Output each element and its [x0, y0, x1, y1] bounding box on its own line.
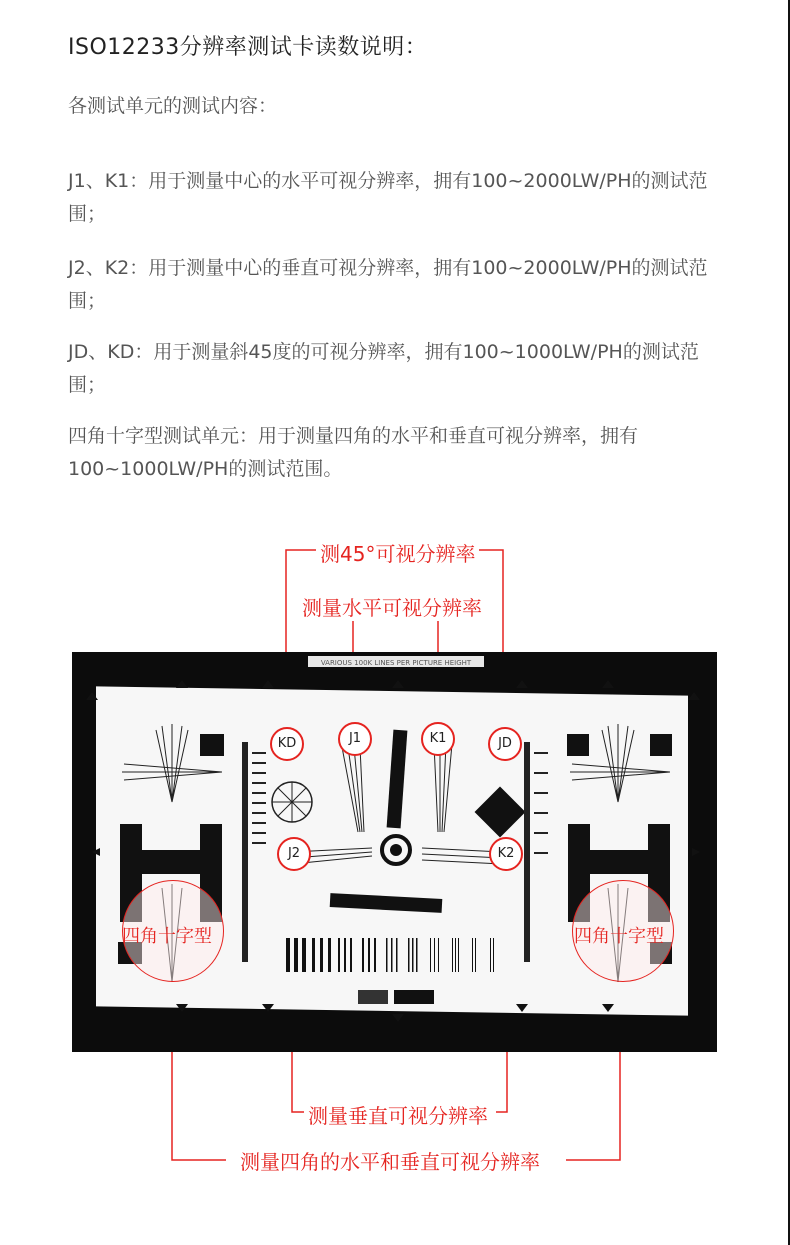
item-j2-k2: J2、K2：用于测量中心的垂直可视分辨率，拥有100~2000LW/PH的测试范围； [68, 257, 708, 312]
marker-j2: J2 [277, 837, 311, 871]
label-horizontal-resolution: 测量水平可视分辨率 [298, 592, 486, 621]
marker-jd: JD [488, 727, 522, 761]
item-jd-kd: JD、KD：用于测量斜45度的可视分辨率，拥有100~1000LW/PH的测试范围； [68, 341, 699, 396]
corner-label-right: 四角十字型 [574, 926, 664, 947]
marker-k1: K1 [421, 722, 455, 756]
item-j1-k1: J1、K1：用于测量中心的水平可视分辨率，拥有100~2000LW/PH的测试范围； [68, 170, 708, 225]
item-corner: 四角十字型测试单元：用于测量四角的水平和垂直可视分辨率，拥有100~1000LW/PH的测试范围。 [68, 425, 639, 480]
intro-text: 各测试单元的测试内容： [68, 95, 278, 117]
marker-k2: K2 [489, 837, 523, 871]
label-diagonal-resolution: 测45°可视分辨率 [316, 538, 479, 567]
label-corner-resolution: 测量四角的水平和垂直可视分辨率 [236, 1146, 544, 1175]
page-title: ISO12233分辨率测试卡读数说明： [68, 35, 428, 60]
chart-header-text: VARIOUS 100K LINES PER PICTURE HEIGHT [320, 659, 472, 667]
corner-label-left: 四角十字型 [122, 926, 212, 947]
iso12233-test-chart [72, 652, 717, 1052]
label-vertical-resolution: 测量垂直可视分辨率 [304, 1100, 492, 1129]
marker-j1: J1 [338, 722, 372, 756]
marker-kd: KD [270, 727, 304, 761]
